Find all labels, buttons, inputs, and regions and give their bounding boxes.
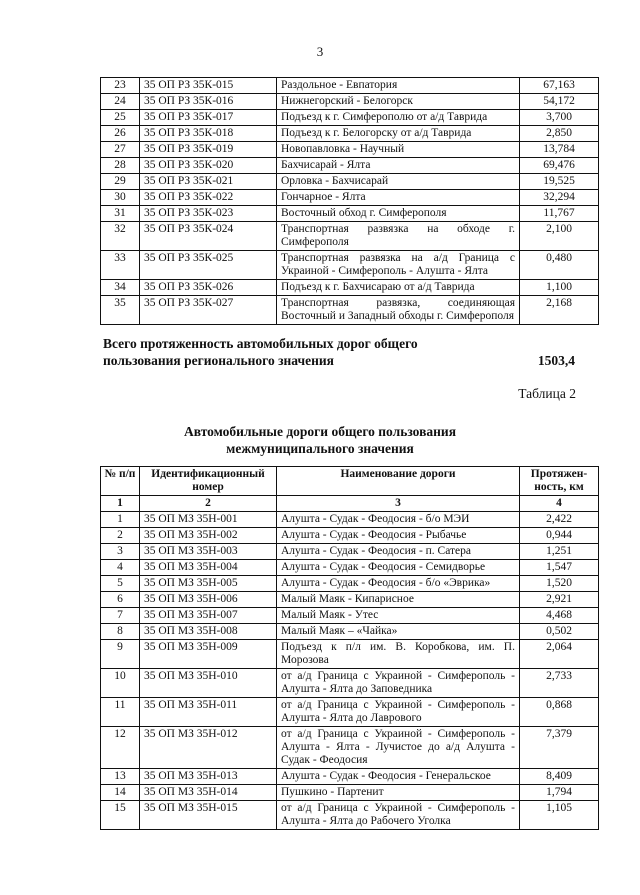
road-name: Бахчисарай - Ялта <box>277 158 520 174</box>
table-row <box>101 769 599 785</box>
road-length: 2,064 <box>520 640 599 669</box>
road-id: 35 ОП РЗ 35К-024 <box>140 222 277 251</box>
road-length: 13,784 <box>520 142 599 158</box>
road-length: 1,251 <box>520 544 599 560</box>
row-number: 9 <box>101 640 140 669</box>
header-id: Идентификационный номер <box>140 467 277 496</box>
road-length: 2,733 <box>520 669 599 698</box>
road-id: 35 ОП РЗ 35К-026 <box>140 280 277 296</box>
road-name: Раздольное - Евпатория <box>277 78 520 94</box>
table-row <box>101 174 599 190</box>
road-name: Подъезд к п/л им. В. Коробкова, им. П. Морозова <box>277 640 520 669</box>
road-id: 35 ОП МЗ 35Н-004 <box>140 560 277 576</box>
road-id: 35 ОП РЗ 35К-015 <box>140 78 277 94</box>
header-num: № п/п <box>101 467 140 496</box>
road-length: 69,476 <box>520 158 599 174</box>
road-length: 1,547 <box>520 560 599 576</box>
row-number: 28 <box>101 158 140 174</box>
road-id: 35 ОП МЗ 35Н-006 <box>140 592 277 608</box>
table-row <box>101 544 599 560</box>
road-length: 54,172 <box>520 94 599 110</box>
table-row <box>101 640 599 669</box>
road-name: от а/д Граница с Украиной - Симферополь - Алушта - Ялта - Лучистое до а/д Алушта - Судак - Феодосия <box>277 727 520 769</box>
table-row <box>101 190 599 206</box>
road-name: Малый Маяк - Кипарисное <box>277 592 520 608</box>
total-label-line2: пользования регионального значения <box>103 353 334 368</box>
table-row <box>101 624 599 640</box>
row-number: 25 <box>101 110 140 126</box>
road-length: 2,422 <box>520 512 599 528</box>
road-length: 2,168 <box>520 296 599 325</box>
row-number: 35 <box>101 296 140 325</box>
road-id: 35 ОП РЗ 35К-022 <box>140 190 277 206</box>
table-row <box>101 110 599 126</box>
table-row <box>101 608 599 624</box>
column-number: 2 <box>140 496 277 512</box>
table-row <box>101 126 599 142</box>
row-number: 1 <box>101 512 140 528</box>
table-row <box>101 801 599 830</box>
table-row <box>101 142 599 158</box>
road-length: 0,502 <box>520 624 599 640</box>
road-id: 35 ОП РЗ 35К-027 <box>140 296 277 325</box>
road-id: 35 ОП РЗ 35К-017 <box>140 110 277 126</box>
road-id: 35 ОП МЗ 35Н-012 <box>140 727 277 769</box>
road-name: Восточный обход г. Симферополя <box>277 206 520 222</box>
row-number: 11 <box>101 698 140 727</box>
road-id: 35 ОП МЗ 35Н-003 <box>140 544 277 560</box>
table2-body <box>101 512 599 830</box>
road-name: Подъезд к г. Симферополю от а/д Таврида <box>277 110 520 126</box>
road-id: 35 ОП МЗ 35Н-009 <box>140 640 277 669</box>
total-label-line1: Всего протяженность автомобильных дорог общего <box>103 336 418 351</box>
road-length: 0,944 <box>520 528 599 544</box>
table-row <box>101 206 599 222</box>
road-name: Малый Маяк – «Чайка» <box>277 624 520 640</box>
row-number: 30 <box>101 190 140 206</box>
row-number: 31 <box>101 206 140 222</box>
road-id: 35 ОП МЗ 35Н-014 <box>140 785 277 801</box>
road-name: Алушта - Судак - Феодосия - б/о МЭИ <box>277 512 520 528</box>
column-number: 3 <box>277 496 520 512</box>
regional-roads-table-continued <box>100 77 599 325</box>
road-name: Малый Маяк - Утес <box>277 608 520 624</box>
road-length: 0,480 <box>520 251 599 280</box>
road-name: Нижнегорский - Белогорск <box>277 94 520 110</box>
road-name: Транспортная развязка на обходе г. Симферополя <box>277 222 520 251</box>
row-number: 5 <box>101 576 140 592</box>
column-number: 1 <box>101 496 140 512</box>
row-number: 29 <box>101 174 140 190</box>
road-id: 35 ОП РЗ 35К-021 <box>140 174 277 190</box>
road-length: 8,409 <box>520 769 599 785</box>
table-caption: Таблица 2 <box>518 386 576 401</box>
road-name: Транспортная развязка на а/д Граница с Украиной - Симферополь - Алушта - Ялта <box>277 251 520 280</box>
row-number: 27 <box>101 142 140 158</box>
table-header-row <box>101 467 599 496</box>
header-name: Наименование дороги <box>277 467 520 496</box>
row-number: 23 <box>101 78 140 94</box>
road-length: 1,100 <box>520 280 599 296</box>
table2-title-line1: Автомобильные дороги общего пользования <box>184 424 456 439</box>
row-number: 32 <box>101 222 140 251</box>
road-id: 35 ОП РЗ 35К-018 <box>140 126 277 142</box>
road-id: 35 ОП МЗ 35Н-010 <box>140 669 277 698</box>
road-id: 35 ОП РЗ 35К-016 <box>140 94 277 110</box>
column-number-row <box>101 496 599 512</box>
road-length: 2,100 <box>520 222 599 251</box>
road-length: 3,700 <box>520 110 599 126</box>
road-length: 32,294 <box>520 190 599 206</box>
road-length: 2,850 <box>520 126 599 142</box>
row-number: 13 <box>101 769 140 785</box>
regional-roads-total <box>103 335 593 369</box>
table-row <box>101 528 599 544</box>
table-row <box>101 78 599 94</box>
road-length: 2,921 <box>520 592 599 608</box>
road-length: 7,379 <box>520 727 599 769</box>
row-number: 34 <box>101 280 140 296</box>
road-name: Пушкино - Партенит <box>277 785 520 801</box>
row-number: 14 <box>101 785 140 801</box>
table2-title-line2: межмуниципального значения <box>226 441 414 456</box>
road-length: 1,520 <box>520 576 599 592</box>
table-row <box>101 560 599 576</box>
table-row <box>101 280 599 296</box>
table-row <box>101 158 599 174</box>
table1-body <box>101 78 599 325</box>
row-number: 10 <box>101 669 140 698</box>
row-number: 15 <box>101 801 140 830</box>
table-row <box>101 222 599 251</box>
road-length: 11,767 <box>520 206 599 222</box>
road-length: 67,163 <box>520 78 599 94</box>
table-row <box>101 94 599 110</box>
row-number: 4 <box>101 560 140 576</box>
road-id: 35 ОП МЗ 35Н-002 <box>140 528 277 544</box>
row-number: 3 <box>101 544 140 560</box>
header-length: Протяжен-ность, км <box>520 467 599 496</box>
table-row <box>101 251 599 280</box>
road-name: Алушта - Судак - Феодосия - Генеральское <box>277 769 520 785</box>
road-name: Алушта - Судак - Феодосия - б/о «Эврика» <box>277 576 520 592</box>
road-id: 35 ОП МЗ 35Н-015 <box>140 801 277 830</box>
table-row <box>101 785 599 801</box>
table-row <box>101 592 599 608</box>
road-name: Подъезд к г. Бахчисараю от а/д Таврида <box>277 280 520 296</box>
road-name: Новопавловка - Научный <box>277 142 520 158</box>
row-number: 6 <box>101 592 140 608</box>
row-number: 24 <box>101 94 140 110</box>
table-row <box>101 296 599 325</box>
table-row <box>101 512 599 528</box>
road-name: Алушта - Судак - Феодосия - Рыбачье <box>277 528 520 544</box>
road-id: 35 ОП МЗ 35Н-011 <box>140 698 277 727</box>
road-id: 35 ОП МЗ 35Н-005 <box>140 576 277 592</box>
table-row <box>101 576 599 592</box>
road-name: Подъезд к г. Белогорску от а/д Таврида <box>277 126 520 142</box>
intermunicipal-roads-table <box>100 466 599 830</box>
row-number: 2 <box>101 528 140 544</box>
road-length: 1,794 <box>520 785 599 801</box>
road-id: 35 ОП МЗ 35Н-008 <box>140 624 277 640</box>
road-name: Алушта - Судак - Феодосия - п. Сатера <box>277 544 520 560</box>
road-length: 0,868 <box>520 698 599 727</box>
total-value: 1503,4 <box>537 353 575 368</box>
road-name: Гончарное - Ялта <box>277 190 520 206</box>
road-name: Транспортная развязка, соединяющая Восточный и Западный обходы г. Симферополя <box>277 296 520 325</box>
row-number: 26 <box>101 126 140 142</box>
row-number: 33 <box>101 251 140 280</box>
road-id: 35 ОП МЗ 35Н-007 <box>140 608 277 624</box>
road-length: 4,468 <box>520 608 599 624</box>
row-number: 8 <box>101 624 140 640</box>
road-length: 1,105 <box>520 801 599 830</box>
road-id: 35 ОП МЗ 35Н-001 <box>140 512 277 528</box>
road-name: Орловка - Бахчисарай <box>277 174 520 190</box>
table2-title <box>0 423 640 457</box>
road-name: от а/д Граница с Украиной - Симферополь - Алушта - Ялта до Рабочего Уголка <box>277 801 520 830</box>
road-name: от а/д Граница с Украиной - Симферополь - Алушта - Ялта до Лаврового <box>277 698 520 727</box>
road-id: 35 ОП МЗ 35Н-013 <box>140 769 277 785</box>
road-id: 35 ОП РЗ 35К-019 <box>140 142 277 158</box>
page-number: 3 <box>316 44 324 59</box>
road-id: 35 ОП РЗ 35К-020 <box>140 158 277 174</box>
table-row <box>101 669 599 698</box>
road-name: от а/д Граница с Украиной - Симферополь - Алушта - Ялта до Заповедника <box>277 669 520 698</box>
road-name: Алушта - Судак - Феодосия - Семидворье <box>277 560 520 576</box>
road-length: 19,525 <box>520 174 599 190</box>
column-number: 4 <box>520 496 599 512</box>
road-id: 35 ОП РЗ 35К-025 <box>140 251 277 280</box>
table-row <box>101 727 599 769</box>
row-number: 12 <box>101 727 140 769</box>
row-number: 7 <box>101 608 140 624</box>
table-row <box>101 698 599 727</box>
road-id: 35 ОП РЗ 35К-023 <box>140 206 277 222</box>
